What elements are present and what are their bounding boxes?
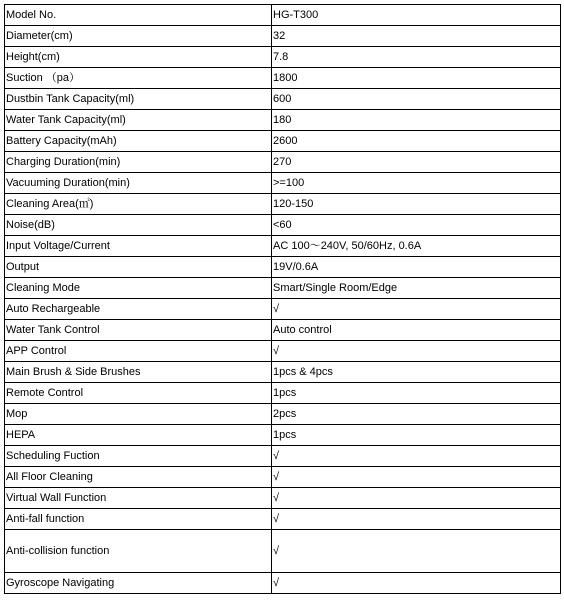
spec-value: √	[272, 467, 561, 488]
table-row	[5, 467, 561, 488]
spec-value: HG-T300	[272, 5, 561, 26]
table-row	[5, 257, 561, 278]
spec-label: Auto Rechargeable	[5, 299, 272, 320]
spec-value: 270	[272, 152, 561, 173]
spec-value: 2600	[272, 131, 561, 152]
spec-label: Scheduling Fuction	[5, 446, 272, 467]
table-row	[5, 173, 561, 194]
spec-label: Diameter(cm)	[5, 26, 272, 47]
spec-label: HEPA	[5, 425, 272, 446]
spec-label: Main Brush & Side Brushes	[5, 362, 272, 383]
spec-value: 600	[272, 89, 561, 110]
spec-value: AC 100～240V, 50/60Hz, 0.6A	[272, 236, 561, 257]
spec-label: Anti-collision function	[5, 530, 272, 573]
spec-label: APP Control	[5, 341, 272, 362]
spec-value: √	[272, 573, 561, 594]
spec-label: Battery Capacity(mAh)	[5, 131, 272, 152]
table-row	[5, 152, 561, 173]
spec-value: √	[272, 488, 561, 509]
spec-label: Water Tank Capacity(ml)	[5, 110, 272, 131]
table-row	[5, 573, 561, 594]
table-row	[5, 341, 561, 362]
table-row	[5, 446, 561, 467]
spec-label: Height(cm)	[5, 47, 272, 68]
table-row	[5, 404, 561, 425]
table-row	[5, 509, 561, 530]
spec-label: Noise(dB)	[5, 215, 272, 236]
table-row	[5, 425, 561, 446]
table-row	[5, 530, 561, 573]
spec-label: Output	[5, 257, 272, 278]
spec-label: Mop	[5, 404, 272, 425]
spec-value: 32	[272, 26, 561, 47]
spec-value: 7.8	[272, 47, 561, 68]
spec-value: 1800	[272, 68, 561, 89]
table-row	[5, 299, 561, 320]
table-row	[5, 383, 561, 404]
spec-value: 19V/0.6A	[272, 257, 561, 278]
table-row	[5, 47, 561, 68]
spec-label: Vacuuming Duration(min)	[5, 173, 272, 194]
spec-value: √	[272, 530, 561, 573]
table-row	[5, 110, 561, 131]
spec-value: √	[272, 341, 561, 362]
table-row	[5, 215, 561, 236]
table-row	[5, 26, 561, 47]
spec-value: 1pcs	[272, 425, 561, 446]
spec-label: Model No.	[5, 5, 272, 26]
table-row	[5, 89, 561, 110]
spec-value: Smart/Single Room/Edge	[272, 278, 561, 299]
table-row	[5, 131, 561, 152]
table-row	[5, 236, 561, 257]
spec-value: <60	[272, 215, 561, 236]
spec-value: 120-150	[272, 194, 561, 215]
spec-value: √	[272, 509, 561, 530]
spec-label: Dustbin Tank Capacity(ml)	[5, 89, 272, 110]
spec-value: 1pcs	[272, 383, 561, 404]
spec-label: Cleaning Area(㎡)	[5, 194, 272, 215]
spec-value: 2pcs	[272, 404, 561, 425]
spec-value: 180	[272, 110, 561, 131]
table-row	[5, 5, 561, 26]
spec-label: Gyroscope Navigating	[5, 573, 272, 594]
spec-table	[4, 4, 561, 594]
spec-label: Charging Duration(min)	[5, 152, 272, 173]
spec-label: Virtual Wall Function	[5, 488, 272, 509]
spec-value: √	[272, 299, 561, 320]
spec-label: Remote Control	[5, 383, 272, 404]
spec-label: Anti-fall function	[5, 509, 272, 530]
spec-value: 1pcs & 4pcs	[272, 362, 561, 383]
spec-label: Water Tank Control	[5, 320, 272, 341]
spec-value: Auto control	[272, 320, 561, 341]
table-row	[5, 488, 561, 509]
spec-label: Cleaning Mode	[5, 278, 272, 299]
spec-label: Input Voltage/Current	[5, 236, 272, 257]
table-row	[5, 278, 561, 299]
spec-value: >=100	[272, 173, 561, 194]
table-row	[5, 68, 561, 89]
spec-value: √	[272, 446, 561, 467]
spec-label: All Floor Cleaning	[5, 467, 272, 488]
table-row	[5, 362, 561, 383]
table-row	[5, 194, 561, 215]
spec-label: Suction （pa）	[5, 68, 272, 89]
table-row	[5, 320, 561, 341]
